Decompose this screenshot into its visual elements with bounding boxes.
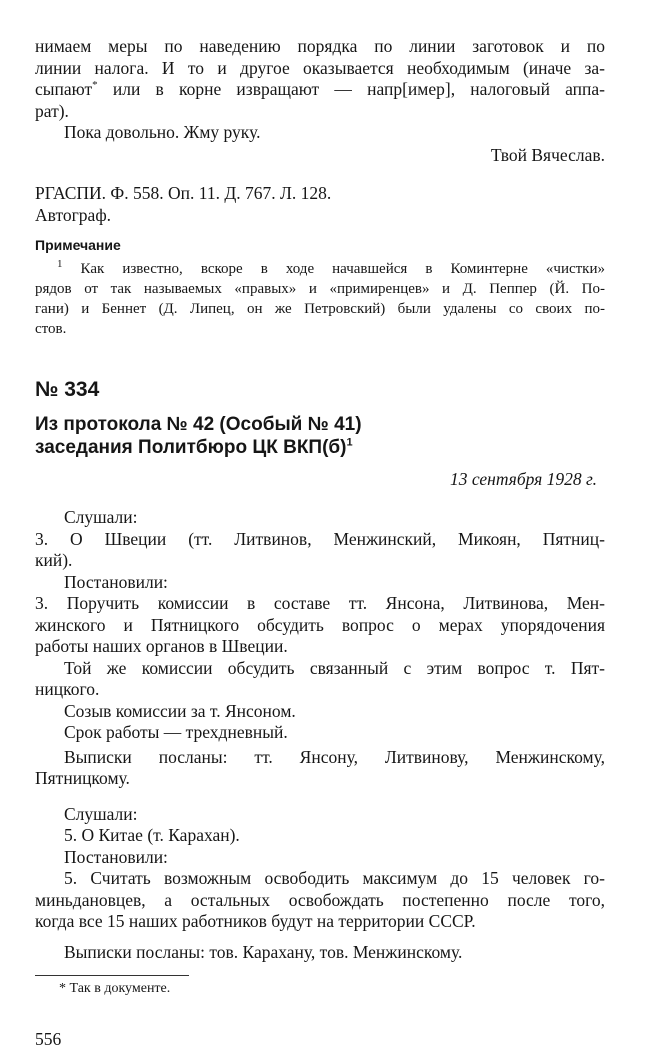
text-line: рат). bbox=[35, 100, 69, 121]
note-block bbox=[35, 235, 605, 339]
document-title: Из протокола № 42 (Особый № 41) bbox=[35, 414, 362, 435]
note-line: стов. bbox=[35, 321, 67, 337]
protocol-item-3 bbox=[35, 507, 605, 790]
text-line: Созыв комиссии за т. Янсоном. bbox=[64, 700, 296, 721]
protocol-item-5 bbox=[35, 804, 605, 964]
text-line: 3. Поручить комиссии в составе тт. Янсона, Литвинова, Мен- bbox=[35, 593, 605, 613]
letter-text bbox=[35, 36, 605, 166]
text-fragment: Как известно, вскоре в ходе начавшейся в Коминтерне «чистки» bbox=[62, 261, 605, 277]
document-page bbox=[35, 36, 605, 1050]
document-title bbox=[35, 436, 605, 459]
text-line: жинского и Пятницкого обсудить вопрос о мерах упорядочения bbox=[35, 614, 605, 635]
text-line: миньдановцев, а остальных освобождать постепенно после того, bbox=[35, 889, 605, 910]
decided-label: Постановили: bbox=[64, 571, 168, 592]
archive-form: Автограф. bbox=[35, 204, 112, 225]
footnote-marker: * bbox=[59, 981, 66, 996]
text-fragment: сыпают bbox=[35, 79, 93, 99]
note-line: гани) и Беннет (Д. Липец, он же Петровский) были удалены со своих по- bbox=[35, 301, 605, 317]
archive-reference: РГАСПИ. Ф. 558. Оп. 11. Д. 767. Л. 128. bbox=[35, 183, 332, 203]
text-line: ницкого. bbox=[35, 679, 100, 699]
note-heading: Примечание bbox=[35, 237, 121, 253]
note-marker: 1 bbox=[57, 258, 63, 270]
document-header bbox=[35, 377, 605, 490]
note-line bbox=[35, 259, 605, 279]
text-line: линии налога. И то и другое оказывается необходимым (иначе за- bbox=[35, 57, 605, 78]
document-date: 13 сентября 1928 г. bbox=[449, 469, 597, 489]
note-line: рядов от так называемых «правых» и «примиренцев» и Д. Пеппер (Й. По- bbox=[35, 281, 605, 297]
footnote-marker: * bbox=[92, 79, 98, 92]
text-line: когда все 15 наших работников будут на территории СССР. bbox=[35, 911, 476, 931]
text-fragment: заседания Политбюро ЦК ВКП(б) bbox=[35, 437, 347, 458]
text-line: 5. О Китае (т. Карахан). bbox=[64, 825, 240, 845]
text-line: нимаем меры по наведению порядка по линии заготовок и по bbox=[35, 36, 605, 56]
text-line: 3. О Швеции (тт. Литвинов, Менжинский, Микоян, Пятниц- bbox=[35, 528, 605, 549]
footnote-divider bbox=[35, 975, 189, 976]
text-line: Той же комиссии обсудить связанный с этим вопрос т. Пят- bbox=[64, 657, 605, 678]
text-line: кий). bbox=[35, 550, 73, 570]
text-line: Пока довольно. Жму руку. bbox=[64, 122, 261, 142]
sent-to: Выписки посланы: тов. Карахану, тов. Менжинскому. bbox=[64, 941, 463, 962]
page-number: 556 bbox=[35, 1029, 62, 1049]
sent-to: Выписки посланы: тт. Янсону, Литвинову, Менжинскому, bbox=[64, 746, 605, 767]
heard-label: Слушали: bbox=[64, 803, 138, 824]
signature: Твой Вячеслав. bbox=[490, 144, 605, 165]
document-number: № 334 bbox=[35, 378, 100, 401]
text-line bbox=[35, 79, 605, 101]
sent-to: Пятницкому. bbox=[35, 768, 130, 788]
archive-reference-block bbox=[35, 183, 605, 226]
heard-label: Слушали: bbox=[64, 507, 138, 527]
decided-label: Постановили: bbox=[64, 846, 168, 867]
footnote bbox=[35, 980, 605, 998]
text-line: 5. Считать возможным освободить максимум до 15 человек го- bbox=[64, 868, 605, 888]
text-fragment: или в корне извращают — напр[имер], налоговый аппа- bbox=[97, 79, 605, 99]
text-line: Срок работы — трехдневный. bbox=[64, 722, 288, 742]
title-footnote-marker: 1 bbox=[346, 436, 353, 449]
footnote-text: Так в документе. bbox=[66, 981, 171, 996]
text-line: работы наших органов в Швеции. bbox=[35, 636, 288, 656]
